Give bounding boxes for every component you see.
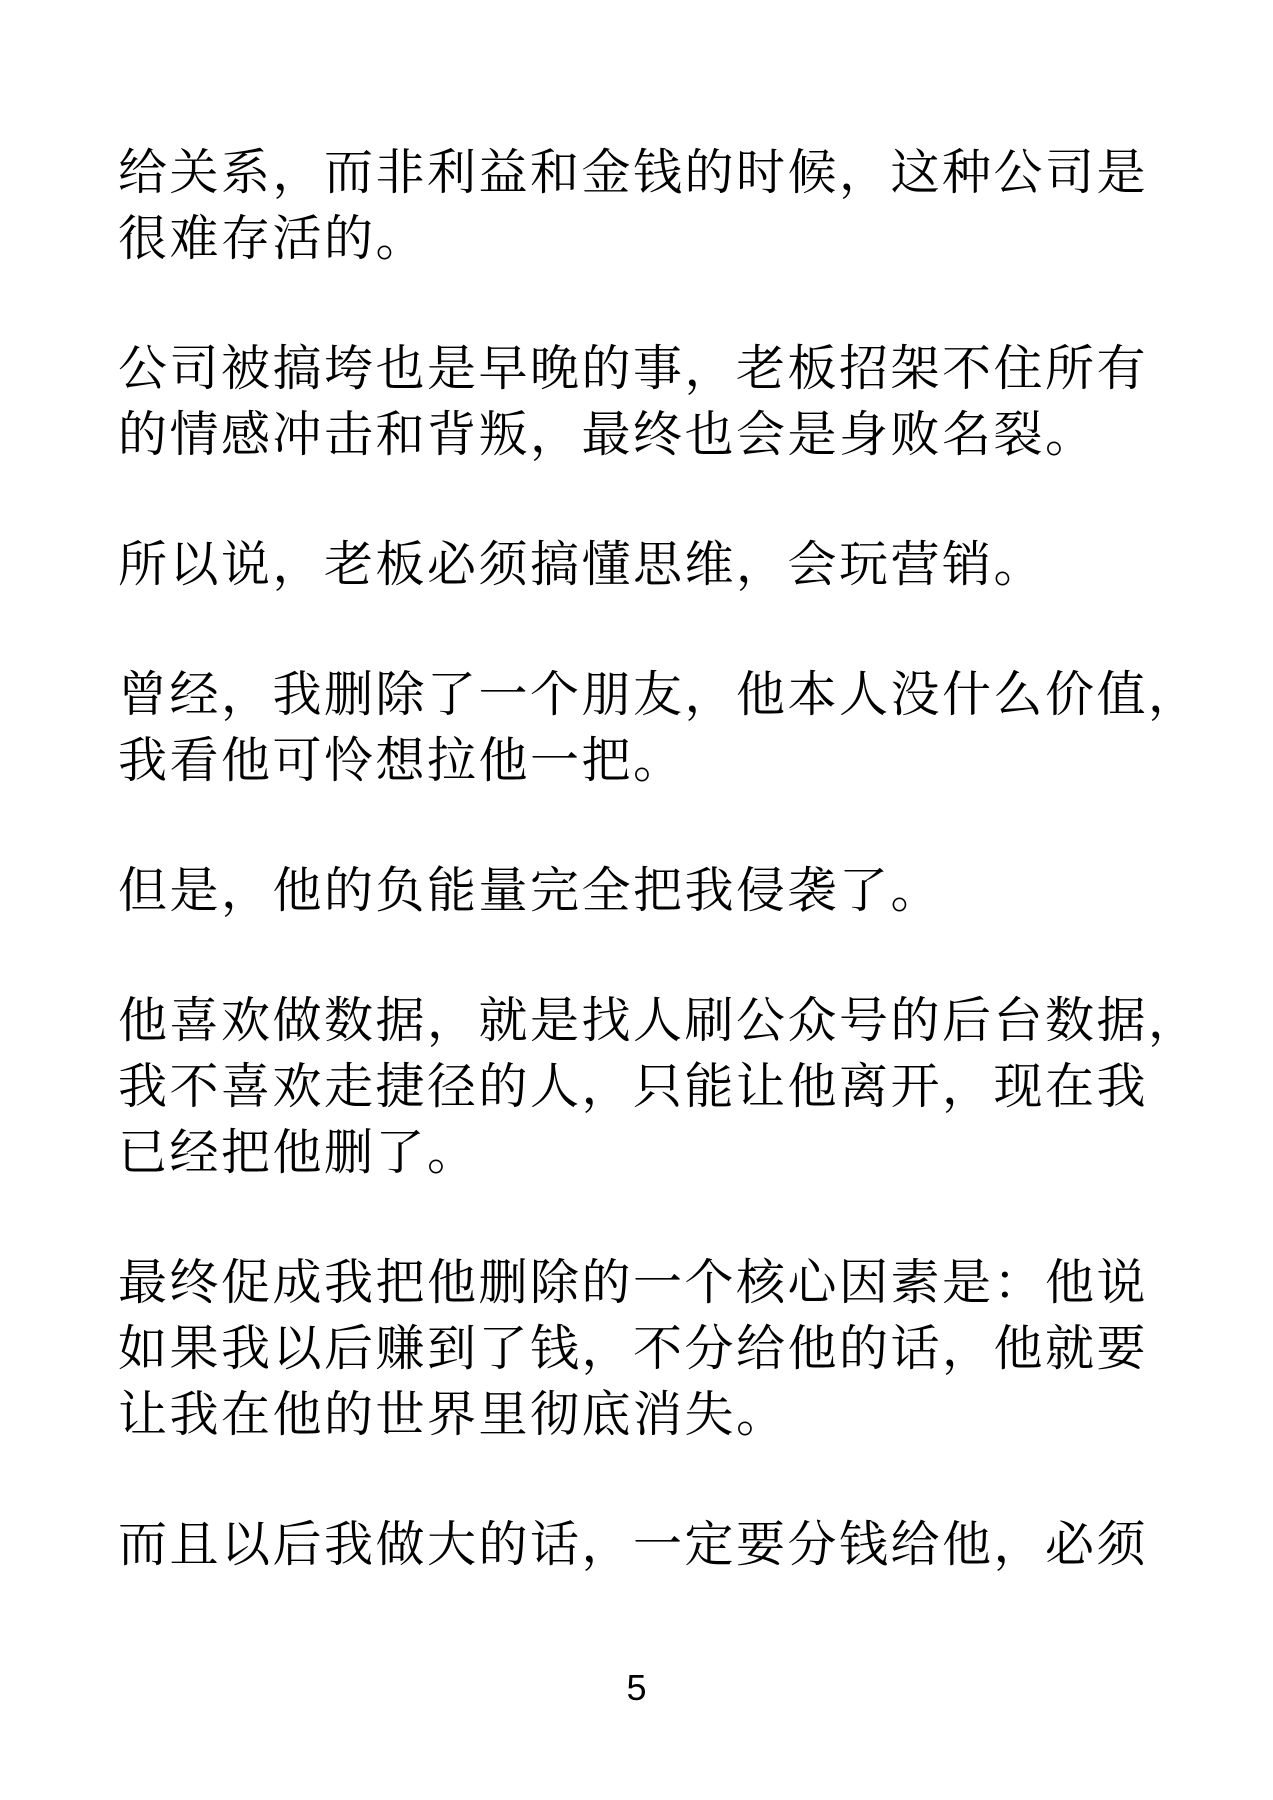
paragraph xyxy=(118,858,1178,924)
text-line: 曾经，我删除了一个朋友，他本人没什么价值， xyxy=(118,666,1200,723)
paragraph xyxy=(118,532,1178,598)
text-line: 最终促成我把他删除的一个核心因素是：他说 xyxy=(118,1254,1149,1311)
paragraph xyxy=(118,1250,1178,1448)
paragraph xyxy=(118,336,1178,468)
text-line: 已经把他删了。 xyxy=(118,1124,479,1181)
text-line: 所以说，老板必须搞懂思维，会玩营销。 xyxy=(118,536,1046,593)
text-line: 公司被搞垮也是早晚的事，老板招架不住所有 xyxy=(118,340,1149,397)
page-number: 5 xyxy=(626,1667,647,1708)
text-line: 但是，他的负能量完全把我侵袭了。 xyxy=(118,862,943,919)
text-line: 让我在他的世界里彻底消失。 xyxy=(118,1386,788,1443)
text-line: 如果我以后赚到了钱，不分给他的话，他就要 xyxy=(118,1320,1149,1377)
text-line: 给关系，而非利益和金钱的时候，这种公司是 xyxy=(118,144,1149,201)
text-line: 的情感冲击和背叛，最终也会是身败名裂。 xyxy=(118,406,1097,463)
text-line: 他喜欢做数据，就是找人刷公众号的后台数据， xyxy=(118,992,1200,1049)
paragraph xyxy=(118,1512,1178,1578)
paragraph xyxy=(118,140,1178,272)
paragraph xyxy=(118,662,1200,794)
body-text xyxy=(118,140,1200,1642)
text-line: 我看他可怜想拉他一把。 xyxy=(118,732,685,789)
text-line: 而且以后我做大的话，一定要分钱给他，必须 xyxy=(118,1516,1149,1573)
text-line: 很难存活的。 xyxy=(118,210,428,267)
paragraph xyxy=(118,988,1200,1186)
text-line: 我不喜欢走捷径的人，只能让他离开，现在我 xyxy=(118,1058,1149,1115)
